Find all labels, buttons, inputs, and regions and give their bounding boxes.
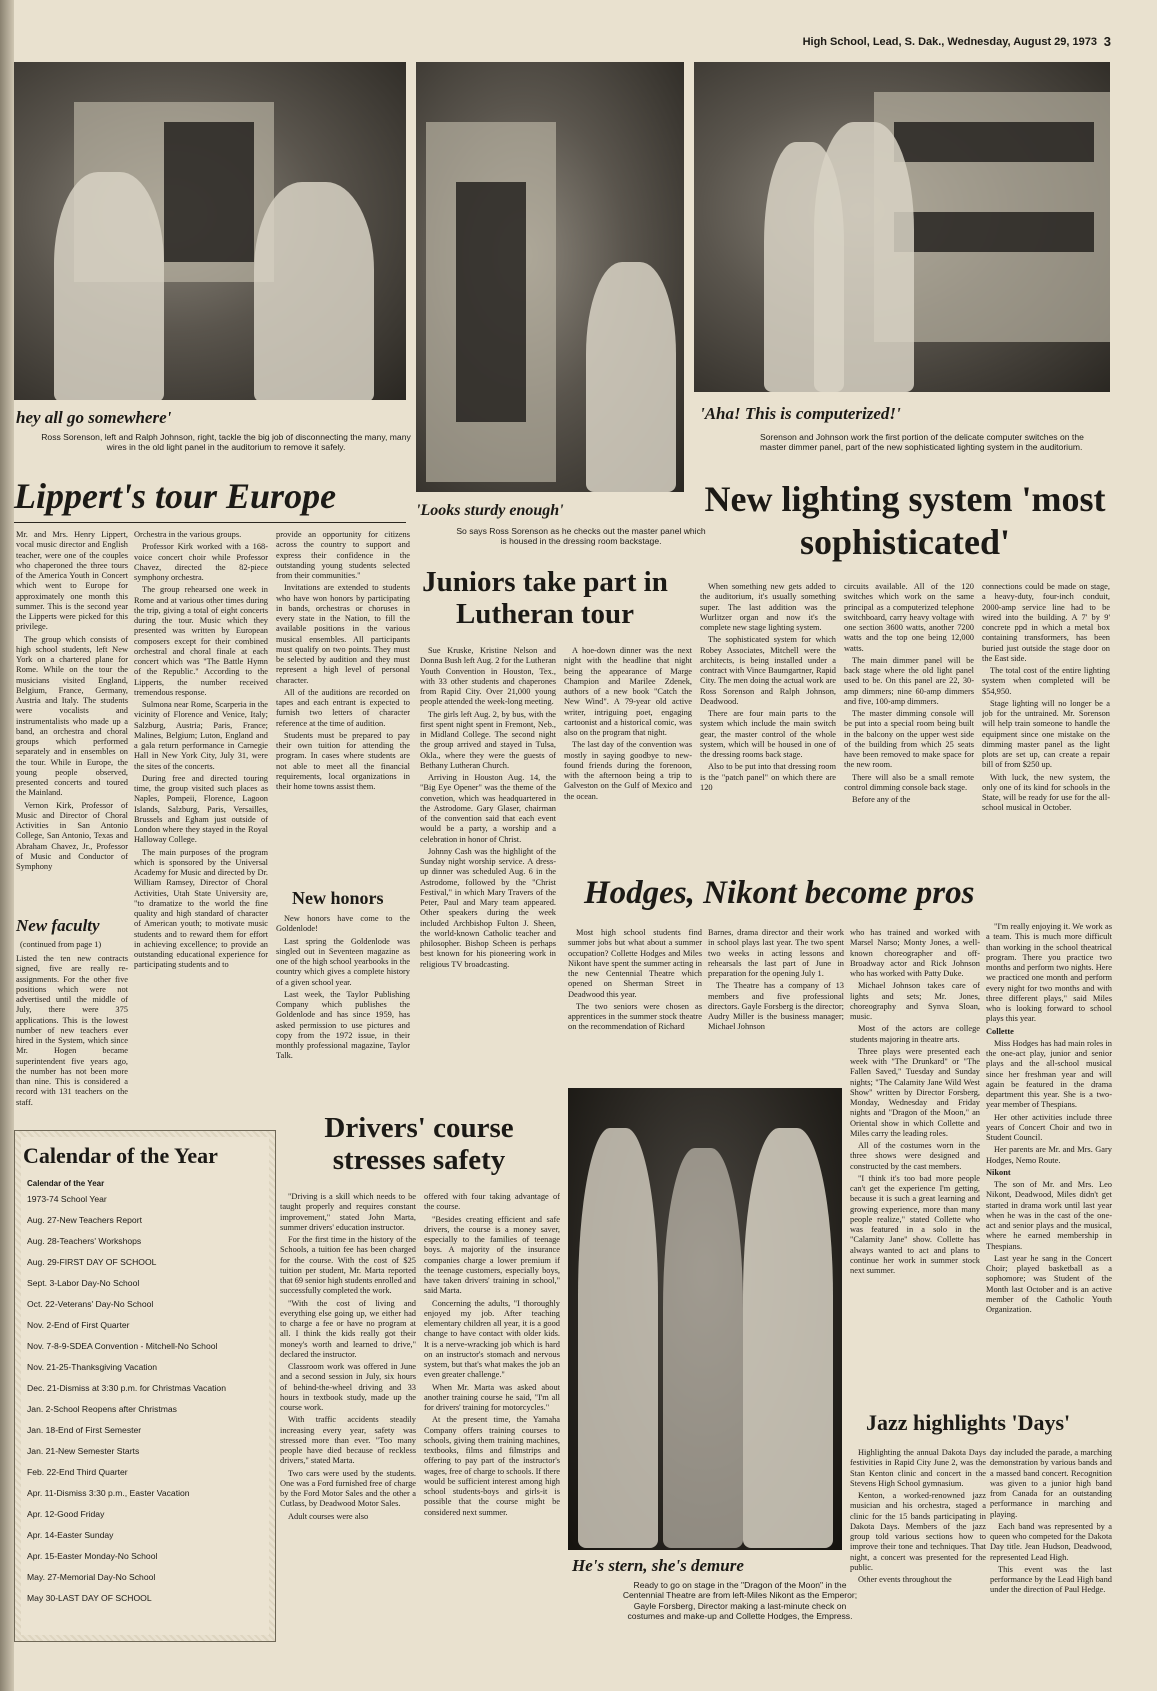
- hodges-col1: Most high school students find summer jobs but what about a summer occupation? Collette Hodges and Miles Nikont have spent the summer acting in the new Centennial Theatre which opened on Sherman Street in Deadwood this year. The two seniors were chosen as apprentices in the summer stock theatre on the recommendation of Richard: [568, 928, 702, 1032]
- photo-dragon-of-the-moon: [568, 1088, 842, 1550]
- photo3-caption: Sorenson and Johnson work the first portion of the delicate computer switches on the master dimmer panel, part of the new sophisticated lighting system in the auditorium.: [760, 432, 1084, 453]
- new-honors-text: New honors have come to the Goldenlode! Last spring the Goldenlode was singled out in Seventeen magazine as one of the high school yearbooks in the country which gives a complete history of a given school year. Last week, the Taylor Publishing Company which publishes the Goldenlode and has since 1959, has asked permission to use pictures and copy from the 1972 issue, in their monthly professional magazine, Taylor Talk.: [276, 914, 410, 1061]
- new-honors-headline: New honors: [292, 888, 384, 908]
- juniors-col2: A hoe-down dinner was the next night with the headline that night being the appearance of Marge Champion and Marilee Zdenek, authors of a new book "Catch the New Wind". A 79-year old active writer, intriguing poet, engaging cartoonist and a historical comic, was also on the program that night. The last day of the convention was mostly in saying goodbye to new-found friends during the forenoon, with the afternoon being a trip to Galveston on the Gulf of Mexico and the ocean.: [564, 646, 692, 801]
- hodges-col3: who has trained and worked with Marsel Narso; Monty Jones, a well-known choreographer and off-Broadway actor and Rick Johnson who has worked with Patty Duke. Michael Johnson takes care of lights and sets; Mr. Jones, choreography and Synva Sloan, music. Most of the actors are college students majoring in theatre arts. Three plays were presented each week with "The Drunkard" or "The Fallen Saved," Tuesday and Sunday nights; "The Calamity Jane Wild West Show" written by Director Forsberg, Monday, Wednesday and Friday nights and "Dragon of the Moon," an Oriental show in which Collette and Miles carry the leading roles. All of the costumes worn in the three shows were designed and constructed by the cast members. "I think it's too bad more people can't get the experience I'm getting, because it is such a great learning and growing experience, more than many people realize," stated Collette who was featured in a solo in the "Calamity Jane" show. Collette has always wanted to act and plans to continue her work in summer stock next summer.: [850, 928, 980, 1275]
- list-item: May 30-LAST DAY OF SCHOOL: [27, 1593, 152, 1603]
- list-item: Aug. 27-New Teachers Report: [27, 1215, 142, 1225]
- calendar-subtitle: Calendar of the Year: [27, 1179, 105, 1188]
- hodges-headline: Hodges, Nikont become pros: [584, 875, 975, 911]
- page-gutter: [0, 0, 14, 1691]
- list-item: Sept. 3-Labor Day-No School: [27, 1278, 140, 1288]
- lipperts-col3: provide an opportunity for citizens across the country to support and express their confidence in the outstanding young students selected from their communities." Invitations are extended to students who have won honors by participating in bands, orchestras or choruses in every state in the Nation, to fill the available positions in the various musical ensembles. All participants must qualify on two points. They must be selected by audition and they must represent a high level of personal character. All of the auditions are recorded on tapes and each entrant is expected to furnish two letters of character reference at the time of audition. Students must be prepared to pay their own tuition for attending the program. In cases where students are not able to meet all the financial requirements, local organizations in their home towns assist them.: [276, 530, 410, 791]
- list-item: Feb. 22-End Third Quarter: [27, 1467, 128, 1477]
- lipperts-col1: Mr. and Mrs. Henry Lippert, vocal music director and English teacher, were one of the couples who chaperoned the three tours of the America Youth in Concert which went to Europe for approximately one month this summer. This is the second year the Lipperts were picked for this privilege. The group which consists of high school students, left New York on a chartered plane for Rome. While on the tour the musicians visited England, Belgium, France, Germany, Austria and Italy. The students were vocalists and instrumentalists who made up a band, an orchestra and choral groups which performed separately and in ensembles on the tour. While in Europe, the young people observed, presented concerts and toured the Mainland. Vernon Kirk, Professor of Music and Director of Choral Activities in San Antonio College, San Antonio, Texas and Abraham Chavez, Jr., Professor of Music and Conductor of Symphony: [16, 530, 128, 871]
- list-item: Jan. 18-End of First Semester: [27, 1425, 142, 1435]
- lipperts-headline: Lippert's tour Europe: [14, 476, 337, 516]
- calendar-title: Calendar of the Year: [23, 1143, 218, 1168]
- lighting-col1: When something new gets added to the auditorium, it's usually something super. The last addition was the Wurlitzer organ and now it's the complete new stage lighting system. The sophisticated system for which Robey Associates, Mitchell were the architects, is being installed under a contract with Vince Baumgartner, Rapid City. The men doing the actual work are Ross Sorenson and Ralph Johnson, Deadwood. There are four main parts to the system which include the main switch gear, the master control of the whole system, which will be housed in one of the dressing rooms back stage. Also to be put into that dressing room is the "patch panel" on which there are 120: [700, 582, 836, 792]
- list-item: Aug. 28-Teachers' Workshops: [27, 1236, 142, 1246]
- photo1-caption: Ross Sorenson, left and Ralph Johnson, right, tackle the big job of disconnecting the many, many wires in the old light panel in the auditorium to remove it safely.: [41, 432, 411, 453]
- hodges-col2: Barnes, drama director and their work in school plays last year. The two spent two weeks in acting lessons and rehearsals the last part of June in preparation for the opening July 1. The Theatre has a company of 13 members and five professional directors. Gayle Forsberg is the director; Audry Miller is the business manager; Michael Johnson: [708, 928, 844, 1032]
- photo-master-panel: [416, 62, 684, 492]
- list-item: Apr. 12-Good Friday: [27, 1509, 105, 1519]
- photo2-caption: So says Ross Sorenson as he checks out the master panel which is housed in the dressing room backstage.: [456, 526, 706, 547]
- list-item: Nov. 21-25-Thanksgiving Vacation: [27, 1362, 158, 1372]
- masthead: High School, Lead, S. Dak., Wednesday, August 29, 1973: [802, 36, 1097, 48]
- drivers-headline: Drivers' course stresses safety: [324, 1112, 514, 1177]
- page-number: 3: [1103, 34, 1111, 49]
- list-item: May. 27-Memorial Day-No School: [27, 1572, 156, 1582]
- new-faculty-text: Listed the ten new contracts signed, five are really re-assignments. For the other five positions which were not advertised until the middle of July, there were 375 applications. This is the lowest number of new teachers ever hired in the System, which since Mr. Hogen became superintendent five years ago, the number has not been more than nine. This is considered a record with 131 teachers on the staff.: [16, 954, 128, 1107]
- list-item: Dec. 21-Dismiss at 3:30 p.m. for Christmas Vacation: [27, 1383, 226, 1393]
- photo4-title: He's stern, she's demure: [572, 1556, 744, 1575]
- new-faculty-continued: (continued from page 1): [20, 940, 102, 949]
- hodges-col4: "I'm really enjoying it. We work as a team. This is much more difficult than working in the school theatrical program. There you practice two months and perform two nights. Here we practiced one month and perform every night for two months and with three different plays," said Miles who is looking forward to school plays this year. Collette Miss Hodges has had main roles in the one-act play, junior and senior plays and the all-school musical since her freshman year and will again be featured in the drama department this year. She is a two-year member of Thespians. Her other activities include three years of Concert Choir and two in Student Council. Her parents are Mr. and Mrs. Gary Hodges, Nemo Route. Nikont The son of Mr. and Mrs. Leo Nikont, Deadwood, Miles didn't get started in drama work until last year when he was in the cast of the one-act and senior plays and the musical, where he earned membership in Thespians. Last year he sang in the Concert Choir; played basketball as a sophomore; was Student of the Month last October and is an active member of the Catholic Youth Organization.: [986, 922, 1112, 1314]
- drivers-col2: offered with four taking advantage of the course. "Besides creating efficient and safe drivers, the course is a money saver, especially to the families of teenage boys. A majority of the insurance companies charge a lower premium if the teenage customers, especially boys, have taken drivers' training in school," said Marta. Concerning the adults, "I thoroughly enjoyed my job. After teaching elementary children all year, it is a good change to have contact with older kids. It is a nerve-wracking job which is hard on an instructor's stomach and nervous system, but that's what makes the job an even greater challenge." When Mr. Marta was asked about another training course he said, "I'm all for drivers' training for motorcycles." At the present time, the Yamaha Company offers training courses to schools, giving them training machines, textbooks, films and filmstrips and offering to pay part of the instructor's wages, free of charge to schools. If there would be sufficient interest among high school students-boys and girls-it is possible that the course might be considered next summer.: [424, 1192, 560, 1517]
- list-item: Nov. 2-End of First Quarter: [27, 1320, 130, 1330]
- lighting-col3: connections could be made on stage, a heavy-duty, four-inch conduit, 2000-amp service line had to be wired into the building. A 7' by 9' concrete ppd in which a metal box containing transformers, has been buried just outside the stage door on the East side. The total cost of the entire lighting system when completed will be $54,950. Stage lighting will no longer be a job for the untrained. Mr. Sorenson will help train someone to handle the equipment since one mistake on the dimming master panel as the light plots are set up, can create a repair bill of from $250 up. With luck, the new system, the only one of its kind for schools in the State, will be ready for use for the all-school musical in October.: [982, 582, 1110, 813]
- list-item: 1973-74 School Year: [27, 1194, 107, 1204]
- new-faculty-headline: New faculty: [16, 916, 100, 935]
- drivers-col1: "Driving is a skill which needs to be taught properly and requires constant improvement," stated John Marta, summer drivers' education instructor. For the first time in the history of the Schools, a tuition fee has been charged for the course. With the cost of $25 tuition per student, Mr. Marta reported that 69 senior high students enrolled and successfully completed the work. "With the cost of living and everything else going up, we either had to charge a fee or have no program at all. I think the kids really got their money's worth and learned to drive," declared the instructor. Classroom work was offered in June and a second session in July, six hours of behind-the-wheel driving and 33 hours in textbook study, made up the course work. With traffic accidents steadily increasing every year, safety was stressed more than ever. "Too many people have died because of reckless drivers," stated Marta. Two cars were used by the students. One was a Ford furnished free of charge by the Ford Motor Sales and the other a Cutlass, by Deadwood Motor Sales. Adult courses were also: [280, 1192, 416, 1521]
- photo3-title: 'Aha! This is computerized!': [700, 404, 901, 423]
- list-item: Jan. 21-New Semester Starts: [27, 1446, 140, 1456]
- jazz-col2: day included the parade, a marching demonstration by various bands and a massed band concert. Recognition was given to a junior high band from Canada for an outstanding performance in marching and playing. Each band was represented by a queen who competed for the Dakota Day title. Jean Hudson, Deadwood, represented Lead High. This event was the last performance by the Lead High band under the direction of Paul Hedge.: [990, 1448, 1112, 1595]
- list-item: Oct. 22-Veterans' Day-No School: [27, 1299, 154, 1309]
- photo-computer-switches: [694, 62, 1110, 392]
- list-item: Apr. 15-Easter Monday-No School: [27, 1551, 158, 1561]
- juniors-col1: Sue Kruske, Kristine Nelson and Donna Bush left Aug. 2 for the Lutheran Youth Convention in Houston, Tex., with 33 other students and chaperones from Rapid City. Over 21,000 young people attended the week-long meeting. The girls left Aug. 2, by bus, with the first spent night spent in Fremont, Neb., in Midland College. The second night the group arrived and stayed in Tulsa, Okla., where they were the guests of Bethany Lutheran Church. Arriving in Houston Aug. 14, the "Big Eye Opener" was the theme of the convetion, which was headquartered in the Astrodome. Gary Glaser, chairman of the convention said that each event would be a party, a worship and a celebration in honor of Christ. Johnny Cash was the highlight of the Sunday night worship service. A dress-up dinner was scheduled Aug. 6 in the Astrodome, followed by the "Christ Festival," in which Mary Travers of the Peter, Paul and Mary team appeared. Other speakers during the week included Archbishop Fulton J. Sheen, the world-known Catholic teacher and philosopher. Bishop Scheen is perhaps best known for his pioneering work in religious TV broadcasting.: [420, 646, 556, 969]
- photo2-title: 'Looks sturdy enough': [416, 502, 564, 519]
- photo4-caption: Ready to go on stage in the "Dragon of the Moon" in the Centennial Theatre are from left-Miles Nikont as the Emperor; Gayle Forsberg, Director making a last-minute check on costumes and make-up and Collette Hodges, the Empress.: [622, 1580, 858, 1621]
- list-item: Apr. 11-Dismiss 3:30 p.m., Easter Vacation: [27, 1488, 190, 1498]
- list-item: Nov. 7-8-9-SDEA Convention - Mitchell-No School: [27, 1341, 218, 1351]
- calendar-box: [14, 1130, 276, 1642]
- list-item: Aug. 29-FIRST DAY OF SCHOOL: [27, 1257, 157, 1267]
- photo-old-light-panel: [14, 62, 406, 400]
- lighting-col2: circuits available. All of the 120 switches which work on the same principal as a computerized telephone switchboard, carry heavy voltage with one section 3600 watts, another 7200 watts and the top one being 12,000 watts. The main dimmer panel will be back stage where the old light panel used to be. On this panel are 22, 30-amp dimmers; nine 60-amp dimmers and five, 100-amp dimmers. The master dimming console will be put into a special room being built in the balcony on the upper west side of the building from which 25 seats have been removed to make space for the new room. There will also be a small remote control dimming console back stage. Before any of the: [844, 582, 974, 804]
- lipperts-rule: [14, 522, 406, 523]
- lighting-headline: New lighting system 'most sophisticated': [704, 479, 1106, 563]
- jazz-col1: Highlighting the annual Dakota Days festivities in Rapid City June 2, was the Stan Kenton clinic and concert in the Stevens High School gymnasium. Kenton, a worked-renowned jazz musician and his orchestra, staged a clinic for the 15 bands participating in Dakota Days. Members of the jazz group told various sections how to improve their tone and techniques. That night, a concert was presented for the public. Other events throughout the: [850, 1448, 986, 1584]
- juniors-headline: Juniors take part in Lutheran tour: [422, 566, 668, 631]
- calendar-list: [27, 1189, 271, 1609]
- photo1-title: hey all go somewhere': [16, 408, 172, 427]
- list-item: Jan. 2-School Reopens after Christmas: [27, 1404, 177, 1414]
- lipperts-col2: Orchestra in the various groups. Professor Kirk worked with a 168-voice concert choir while Professor Chavez, directed the 82-piece symphony orchestra. The group rehearsed one week in Rome and at various other times during the trip, giving a total of eight concerts during the tour. Music which they presented was written by European composers except for their combined orchestral and choral finale at each concert which was "The Battle Hymn of the Republic." According to the Lipperts, the number received tremendous response. Sulmona near Rome, Scarperia in the vicinity of Florence and Venice, Italy; Salzburg, Austria; Paris, France; Malines, Belgium; Luton, England and a gala return performance in Carnegie Hall in New York City, July 31, were the sites of the concerts. During free and directed touring time, the group visited such places as Naples, Pompeii, Florence, Lagoon Islands, Salzburg, Paris, Versailles, Brussels and Egham just outside of London where they stayed in the Royal Halloway College. The main purposes of the program which is sponsored by the Universal Academy for Music and directed by Dr. William Ramsey, Director of Choral Activities, Utah State University are, "to dramatize to the world the fine quality and high standard of character of American youth; to motivate music students and to reward them for effort in achieving excellence; to provide an outstanding educational experience for participating students and to: [134, 530, 268, 970]
- list-item: Apr. 14-Easter Sunday: [27, 1530, 114, 1540]
- jazz-headline: Jazz highlights 'Days': [866, 1410, 1071, 1435]
